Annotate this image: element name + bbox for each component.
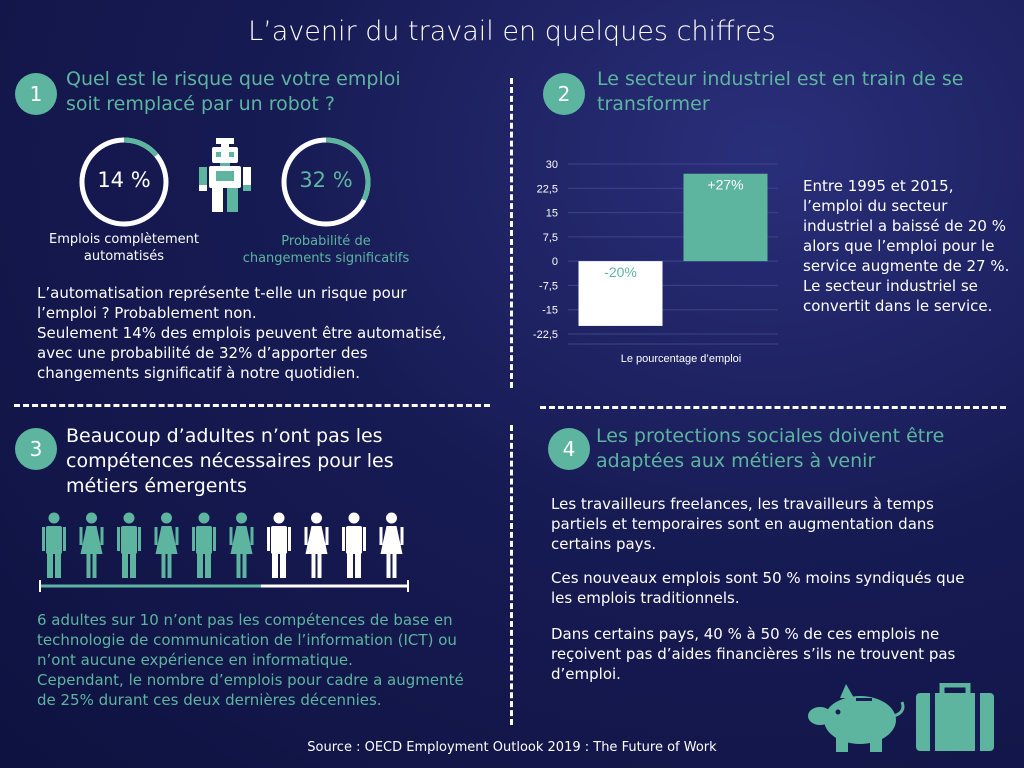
chart-data-label: -20% xyxy=(604,264,637,281)
source-citation: Source : OECD Employment Outlook 2019 : The Future of Work xyxy=(307,740,717,755)
section-2-description-line: convertit dans le service. xyxy=(803,297,993,315)
section-4-title-line: Les protections sociales doivent être xyxy=(596,425,945,447)
section-1-text-line: changements significatif à notre quotidien. xyxy=(37,364,360,382)
woman-icon xyxy=(380,513,404,579)
section-2-title xyxy=(597,67,963,117)
people-pictogram xyxy=(36,512,416,598)
section-2-description-line: l’emploi du secteur xyxy=(803,197,948,215)
section-1-text-line: Seulement 14% des emplois peuvent être automatisé, xyxy=(37,324,447,342)
section-3-title-line: compétences nécessaires pour les xyxy=(66,450,394,472)
section-4-number: 4 xyxy=(548,428,590,470)
man-icon xyxy=(117,513,141,579)
ring-2-label-line: changements significatifs xyxy=(242,251,410,266)
section-3-text-line: 6 adultes sur 10 n’ont pas les compétences de base en xyxy=(37,611,453,629)
section-4-paragraph-3 xyxy=(551,624,1011,684)
section-1-text xyxy=(37,283,477,383)
section-3-number: 3 xyxy=(15,428,57,470)
man-icon xyxy=(42,513,66,579)
man-icon xyxy=(342,513,366,579)
section-2-description-line: industriel a baissé de 20 % xyxy=(803,217,1006,235)
woman-icon xyxy=(230,513,254,579)
woman-icon xyxy=(80,513,104,579)
section-3-text xyxy=(37,610,497,710)
page-title: L’avenir du travail en quelques chiffres xyxy=(248,16,776,47)
section-2-description-line: alors que l’emploi pour le xyxy=(803,237,995,255)
section-1-number: 1 xyxy=(15,73,57,115)
chart-y-tick-label: 7,5 xyxy=(542,231,558,244)
section-4-title-line: adaptées aux métiers à venir xyxy=(596,450,876,472)
section-4-paragraph-1 xyxy=(551,494,1011,554)
chart-data-label: +27% xyxy=(707,176,744,193)
section-4-text-line: partiels et temporaires sont en augmentation dans xyxy=(551,515,935,533)
section-1-title-line: soit remplacé par un robot ? xyxy=(66,93,335,115)
section-2-description-line: service augmente de 27 %. xyxy=(803,257,1010,275)
section-2-description xyxy=(803,176,1018,316)
employment-bar-chart xyxy=(520,150,790,375)
section-3-title-line: métiers émergents xyxy=(66,475,247,497)
man-icon xyxy=(267,513,291,579)
section-1-text-line: avec une probabilité de 32% d’apporter des xyxy=(37,344,368,362)
section-4-text-line: Ces nouveaux emplois sont 50 % moins syndiqués que xyxy=(551,569,965,587)
chart-y-tick-label: -7,5 xyxy=(539,280,558,293)
section-1-title xyxy=(66,67,401,117)
section-3-text-line: de 25% durant ces deux dernières décennies. xyxy=(37,691,382,709)
section-3-text-line: n’ont aucune expérience en informatique. xyxy=(37,651,353,669)
chart-y-tick-label: 22,5 xyxy=(536,183,558,196)
section-1-text-line: l’emploi ? Probablement non. xyxy=(37,304,257,322)
section-4-text-line: d’emploi. xyxy=(551,665,621,683)
section-3-title-line: Beaucoup d’adultes n’ont pas les xyxy=(66,425,383,447)
chart-y-tick-label: -15 xyxy=(542,304,558,317)
section-2-title-line: transformer xyxy=(597,93,710,115)
ring-2-label xyxy=(226,233,426,267)
chart-y-tick-label: 30 xyxy=(545,159,558,171)
robot-icon xyxy=(199,138,251,212)
section-4-text-line: Les travailleurs freelances, les travailleurs à temps xyxy=(551,495,934,513)
ring-2-label-line: Probabilité de xyxy=(281,234,371,249)
section-3-title xyxy=(66,424,394,499)
vertical-divider-top xyxy=(510,78,513,388)
section-2-number: 2 xyxy=(543,73,585,115)
section-2-title-line: Le secteur industriel est en train de se xyxy=(597,68,964,90)
section-4-text-line: certains pays. xyxy=(551,535,657,553)
chart-y-tick-label: 0 xyxy=(551,256,558,269)
ring-2-value: 32 % xyxy=(299,168,353,192)
chart-y-tick-label: 15 xyxy=(545,207,558,220)
ring-1-label-line: automatisés xyxy=(83,249,165,264)
vertical-divider-bottom xyxy=(510,425,513,725)
man-icon xyxy=(192,513,216,579)
section-4-text-line: les emplois traditionnels. xyxy=(551,589,740,607)
section-3-text-line: Cependant, le nombre d’emplois pour cadre a augmenté xyxy=(37,671,464,689)
section-4-text-line: Dans certains pays, 40 % à 50 % de ces emplois ne xyxy=(551,625,940,643)
section-4-paragraph-2 xyxy=(551,568,1011,608)
section-1-title-line: Quel est le risque que votre emploi xyxy=(66,68,401,90)
section-1-text-line: L’automatisation représente t-elle un risque pour xyxy=(37,284,407,302)
woman-icon xyxy=(155,513,179,579)
chart-y-tick-label: -22,5 xyxy=(532,329,558,341)
ring-1-label xyxy=(34,231,214,265)
section-4-title xyxy=(596,424,944,474)
ring-1-label-line: Emplois complètement xyxy=(49,232,199,247)
chart-x-axis-label: Le pourcentage d’emploi xyxy=(620,353,742,365)
woman-icon xyxy=(305,513,329,579)
ring-1-value: 14 % xyxy=(97,168,151,192)
section-3-text-line: technologie de communication de l’information (ICT) ou xyxy=(37,631,457,649)
section-2-description-line: Le secteur industriel se xyxy=(803,277,978,295)
section-2-description-line: Entre 1995 et 2015, xyxy=(803,177,954,195)
section-4-text-line: reçoivent pas d’aides financières s’ils ne trouvent pas xyxy=(551,645,956,663)
horizontal-divider-right xyxy=(540,406,1006,409)
horizontal-divider-left xyxy=(14,404,490,407)
